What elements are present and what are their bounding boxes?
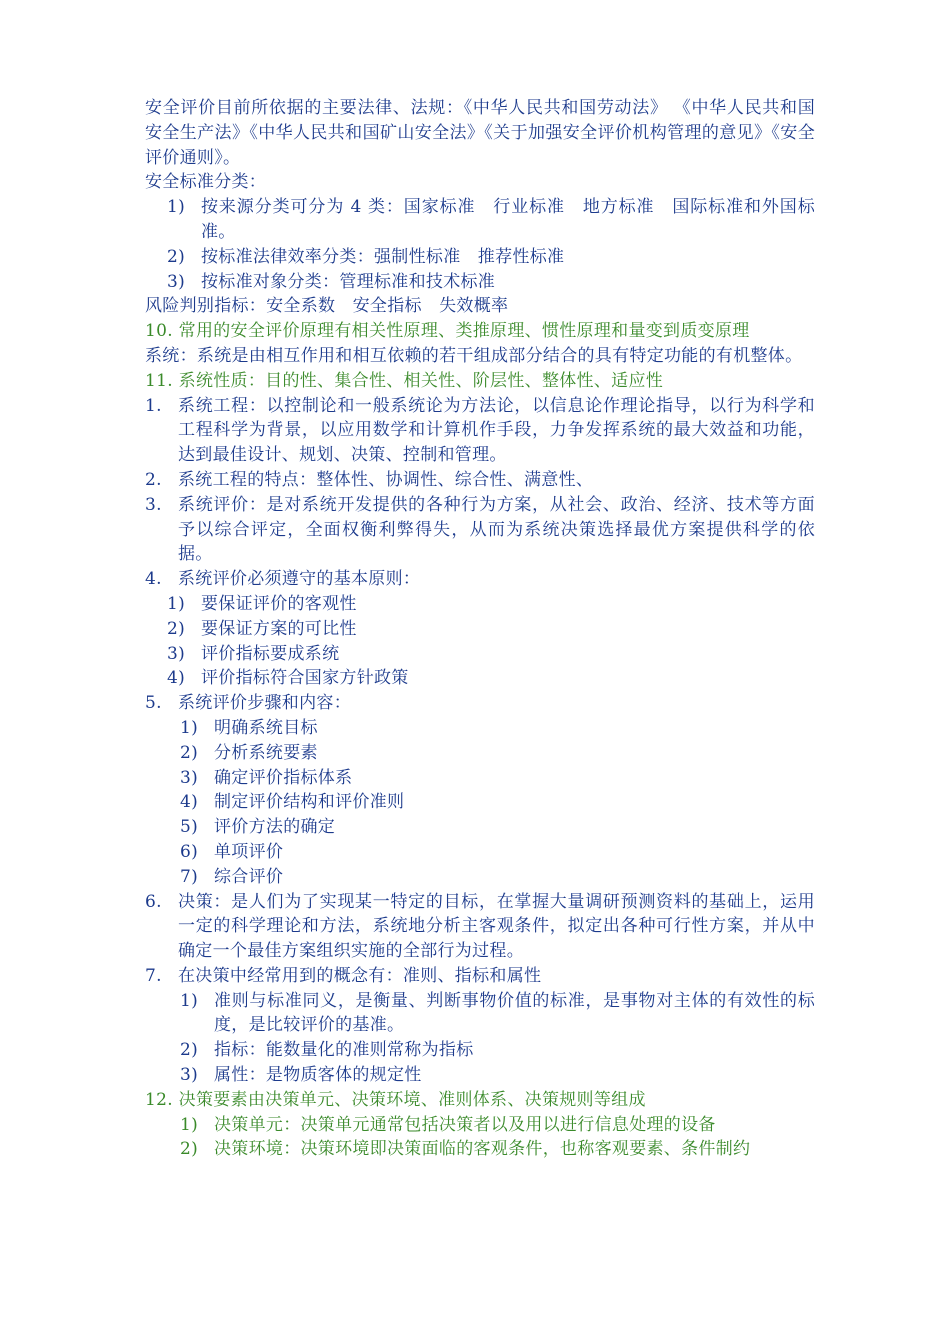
list-item: 2) 决策环境：决策环境即决策面临的客观条件，也称客观要素、条件制约 <box>180 1139 751 1160</box>
numbered-item: 1. 系统工程：以控制论和一般系统论为方法论，以信息论作理论指导，以行为科学和工程科学为背景，以应用数学和计算机作手段，力争发挥系统的最大效益和功能，达到最佳设计、规划、决策、控制和管理。 <box>145 395 815 466</box>
document-body <box>145 96 815 1162</box>
list-item: 3) 评价指标要成系统 <box>167 643 340 664</box>
list-item: 2) 要保证方案的可比性 <box>167 618 357 639</box>
list-item: 1) 准则与标准同义，是衡量、判断事物价值的标准，是事物对主体的有效性的标度，是比较评价的基准。 <box>180 990 815 1036</box>
list-item: 2) 按标准法律效率分类：强制性标准 推荐性标准 <box>167 246 565 267</box>
list-item: 1) 要保证评价的客观性 <box>167 593 357 614</box>
list-item: 7) 综合评价 <box>180 866 284 887</box>
list-item: 2) 指标：能数量化的准则常称为指标 <box>180 1040 474 1061</box>
system-definition: 系统：系统是由相互作用和相互依赖的若干组成部分结合的具有特定功能的有机整体。 <box>145 345 803 366</box>
list-item: 5) 评价方法的确定 <box>180 817 336 838</box>
numbered-item: 7. 在决策中经常用到的概念有：准则、指标和属性 <box>145 965 542 986</box>
section-12-heading: 12. 决策要素由决策单元、决策环境、准则体系、决策规则等组成 <box>145 1089 646 1110</box>
list-item: 1) 决策单元：决策单元通常包括决策者以及用以进行信息处理的设备 <box>180 1114 716 1135</box>
list-item: 1) 按来源分类可分为 4 类：国家标准 行业标准 地方标准 国际标准和外国标准。 <box>167 197 815 242</box>
list-item: 4) 评价指标符合国家方针政策 <box>167 668 409 689</box>
risk-indicators: 风险判别指标：安全系数 安全指标 失效概率 <box>145 296 509 317</box>
list-item: 1) 明确系统目标 <box>180 717 318 738</box>
list-item: 2) 分析系统要素 <box>180 742 318 763</box>
list-item: 3) 按标准对象分类：管理标准和技术标准 <box>167 271 496 292</box>
list-item: 3) 确定评价指标体系 <box>180 767 353 788</box>
section-10-heading: 10. 常用的安全评价原理有相关性原理、类推原理、惯性原理和量变到质变原理 <box>145 321 750 342</box>
numbered-item: 4. 系统评价必须遵守的基本原则： <box>145 569 421 590</box>
list-item: 4) 制定评价结构和评价准则 <box>180 792 405 813</box>
numbered-item: 3. 系统评价：是对系统开发提供的各种行为方案，从社会、政治、经济、技术等方面予以综合评定，全面权衡利弊得失，从而为系统决策选择最优方案提供科学的依据。 <box>145 494 815 565</box>
list-item: 3) 属性：是物质客体的规定性 <box>180 1065 422 1086</box>
standards-heading: 安全标准分类： <box>145 172 267 193</box>
section-11-heading: 11. 系统性质：目的性、集合性、相关性、阶层性、整体性、适应性 <box>145 370 664 391</box>
laws-paragraph: 安全评价目前所依据的主要法律、法规：《中华人民共和国劳动法》 《中华人民共和国安全生产法》《中华人民共和国矿山安全法》《关于加强安全评价机构管理的意见》《安全评价通则》。 <box>145 98 815 168</box>
numbered-item: 6. 决策：是人们为了实现某一特定的目标，在掌握大量调研预测资料的基础上，运用一定的科学理论和方法，系统地分析主客观条件，拟定出各种可行性方案，并从中确定一个最佳方案组织实施的全部行为过程。 <box>145 891 815 962</box>
list-item: 6) 单项评价 <box>180 841 284 862</box>
numbered-item: 5. 系统评价步骤和内容： <box>145 693 351 714</box>
numbered-item: 2. 系统工程的特点：整体性、协调性、综合性、满意性、 <box>145 469 594 490</box>
